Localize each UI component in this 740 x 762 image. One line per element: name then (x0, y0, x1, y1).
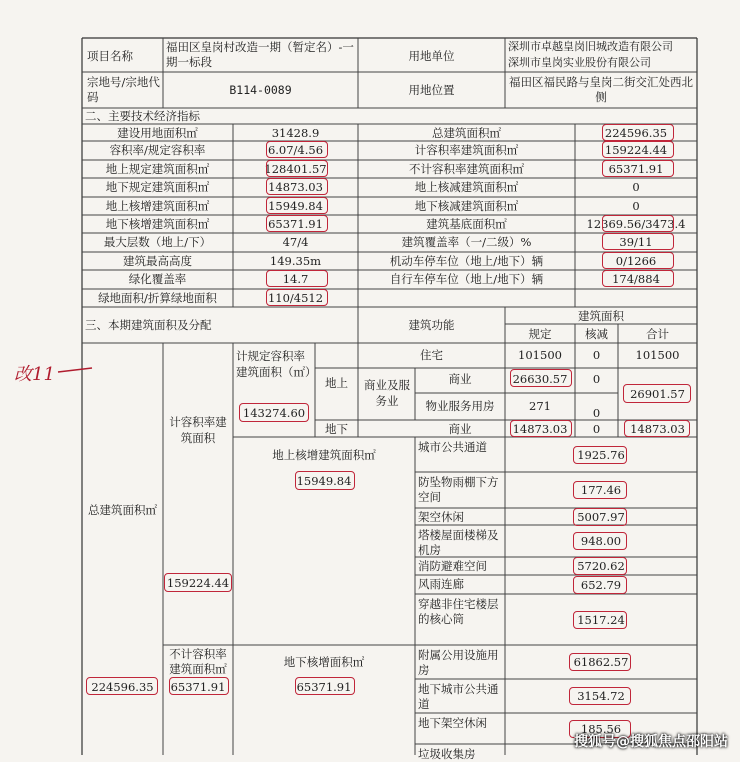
s2-label: 建设用地面积㎡ (117, 126, 198, 140)
far-label: 计容积率建筑面积 (169, 415, 227, 445)
s2-label: 地下核增建筑面积㎡ (105, 217, 210, 231)
res-reduce: 0 (592, 348, 601, 362)
col-reduce: 核减 (585, 327, 608, 341)
comm-rule: 26630.57 (512, 372, 568, 386)
s2-value: 110/4512 (267, 291, 324, 305)
comm-total: 26901.57 (630, 387, 685, 401)
s2-right-label: 不计容积率建筑面积㎡ (409, 162, 524, 176)
highlight-inc-item (573, 446, 627, 464)
watermark: 搜狐号@搜狐焦点邵阳站 (574, 734, 728, 750)
project-value-text: 福田区皇岗村改造一期（暂定名）-一期一标段 (166, 40, 354, 69)
below-item-name: 地下架空休闲 (418, 716, 487, 730)
below-item-name: 垃圾收集房 (418, 747, 476, 761)
comm-label: 商业 (448, 372, 472, 386)
below-item-value: 185.56 (580, 721, 622, 736)
section3-title: 三、本期建筑面积及分配 (85, 318, 212, 332)
highlight-inc-item (573, 557, 627, 575)
inc-item-value: 1517.24 (577, 612, 625, 627)
below-label: 地下 (325, 422, 348, 436)
below-item-value: 3154.72 (577, 689, 625, 703)
highlight-comm-total (623, 384, 691, 403)
res-total: 101500 (635, 348, 680, 362)
inc-above-label: 地上核增建筑面积㎡ (272, 448, 376, 462)
s2-value: 15949.84 (268, 199, 323, 213)
comm-group-label: 商业及服务业 (364, 378, 410, 408)
s2-right-label: 建筑基底面积㎡ (426, 217, 507, 231)
unit-label: 用地单位 (408, 49, 455, 63)
s2-label: 地上规定建筑面积㎡ (105, 162, 210, 176)
s2-right-value: 0 (632, 199, 640, 213)
highlight-inc-below (295, 677, 355, 695)
s2-label: 建筑最高高度 (123, 254, 192, 268)
s2-label: 绿地面积/折算绿地面积 (98, 291, 217, 305)
highlight-below-item (569, 687, 631, 705)
nonfar-label: 不计容积率建筑面积㎡ (169, 647, 227, 676)
highlight-comm-rule (510, 369, 572, 387)
col-total: 合计 (646, 327, 669, 341)
nonfar-value: 65371.91 (170, 680, 226, 694)
ucomm-rule: 14873.03 (512, 422, 568, 436)
inc-item-value: 948.00 (580, 534, 622, 548)
s2-right-label: 自行车停车位（地上/地下）辆 (389, 272, 544, 286)
highlight-inc-item (573, 481, 627, 499)
res-rule: 101500 (518, 348, 562, 362)
s2-value: 128401.57 (264, 162, 327, 176)
s2-right-label: 总建筑面积㎡ (432, 126, 501, 140)
highlight-inc-item (573, 576, 627, 594)
s2-label: 绿化覆盖率 (128, 272, 187, 286)
total-label: 总建筑面积㎡ (88, 503, 157, 517)
s2-value: 6.07/4.56 (267, 143, 324, 157)
prop-label: 物业服务用房 (425, 399, 495, 413)
total-value: 224596.35 (91, 680, 154, 694)
area-label: 建筑面积 (578, 309, 624, 323)
residential-label: 住宅 (420, 348, 443, 362)
parcel-value: B114-0089 (229, 83, 292, 97)
highlight-inc-item (573, 611, 627, 629)
inc-item-name: 穿越非住宅楼层的核心筒 (418, 597, 499, 626)
highlight-inc-above (295, 471, 355, 490)
inc-item-value: 177.46 (580, 483, 622, 497)
unit-value-2: 深圳市皇岗实业股份有限公司 (508, 56, 651, 69)
prop-reduce: 0 (592, 406, 601, 420)
s2-label: 地下规定建筑面积㎡ (105, 180, 210, 194)
hand-annotation: 改11 (14, 364, 55, 385)
inc-item-name: 消防避难空间 (418, 559, 487, 573)
s2-right-value: 159224.44 (604, 143, 668, 157)
func-label: 建筑功能 (408, 318, 455, 332)
below-item-name: 附属公用设施用房 (418, 648, 499, 677)
highlight-below-item (569, 653, 631, 671)
below-item-name: 地下城市公共通道 (418, 682, 499, 711)
project-label: 项目名称 (87, 49, 133, 63)
highlight-nonfar (169, 677, 229, 695)
inc-item-value: 652.79 (580, 577, 622, 592)
inc-item-name: 防坠物雨棚下方空间 (418, 475, 499, 504)
s2-label: 最大层数（地上/下） (103, 235, 212, 249)
inc-above-value: 15949.84 (296, 474, 352, 488)
s2-right-value: 174/884 (612, 272, 660, 286)
s2-right-label: 地下核减建筑面积㎡ (414, 199, 519, 213)
inc-item-name: 城市公共通道 (418, 440, 487, 454)
ucomm-reduce: 0 (592, 422, 601, 436)
s2-right-label: 地上核减建筑面积㎡ (414, 180, 519, 194)
highlight-ucomm-total (624, 420, 690, 437)
s2-value: 31428.9 (271, 126, 320, 140)
inc-item-value: 5720.62 (577, 559, 625, 573)
s2-right-value: 12369.56/3473.4 (586, 217, 686, 231)
s2-value: 47/4 (282, 235, 309, 249)
inc-item-name: 塔楼屋面楼梯及机房 (418, 528, 499, 557)
col-rule: 规定 (528, 327, 552, 341)
s2-right-value: 0/1266 (615, 254, 657, 268)
s2-value: 14873.03 (268, 180, 323, 194)
ucomm-total: 14873.03 (630, 422, 685, 436)
highlight-inc-item (573, 532, 627, 550)
unit-value-1: 深圳市卓越皇岗旧城改造有限公司 (508, 40, 673, 53)
inc-below-value: 65371.91 (296, 680, 352, 694)
s2-value: 14.7 (282, 272, 309, 286)
inc-item-name: 架空休闲 (418, 510, 464, 524)
s2-right-value: 0 (632, 180, 640, 194)
s2-right-label: 机动车停车位（地上/地下）辆 (389, 254, 544, 268)
inc-item-value: 5007.97 (577, 509, 625, 524)
location-label: 用地位置 (408, 83, 455, 97)
below-item-value: 61862.57 (573, 655, 629, 669)
highlight-inc-item (573, 508, 627, 526)
s2-right-label: 建筑覆盖率（一/二级）% (401, 235, 532, 249)
above-label: 地上 (325, 376, 348, 390)
s2-label: 容积率/规定容积率 (109, 143, 206, 157)
s2-right-value: 39/11 (619, 235, 653, 249)
section2-title: 二、主要技术经济指标 (85, 109, 200, 123)
comm-reduce: 0 (592, 372, 601, 386)
s2-value: 65371.91 (268, 217, 323, 231)
inc-below-label: 地下核增面积㎡ (283, 655, 365, 669)
inc-item-value: 1925.76 (577, 447, 625, 462)
s2-value: 149.35m (269, 254, 322, 268)
inc-item-name: 风雨连廊 (418, 577, 464, 591)
s2-right-value: 65371.91 (608, 162, 664, 176)
prop-rule: 271 (529, 399, 551, 413)
ucomm-label: 商业 (448, 422, 472, 436)
rule-far-value: 143274.60 (242, 406, 306, 420)
parcel-label: 宗地号/宗地代码 (87, 75, 160, 104)
rule-far-label: 计规定容积率建筑面积（㎡） (236, 349, 317, 379)
highlight-ucomm-rule (510, 420, 572, 437)
s2-right-label: 计容积率建筑面积㎡ (414, 143, 519, 157)
location-value: 福田区福民路与皇岗二街交汇处西北侧 (509, 75, 693, 104)
far-value: 159224.44 (166, 576, 230, 590)
s2-right-value: 224596.35 (604, 126, 668, 140)
s2-label: 地上核增建筑面积㎡ (105, 199, 210, 213)
